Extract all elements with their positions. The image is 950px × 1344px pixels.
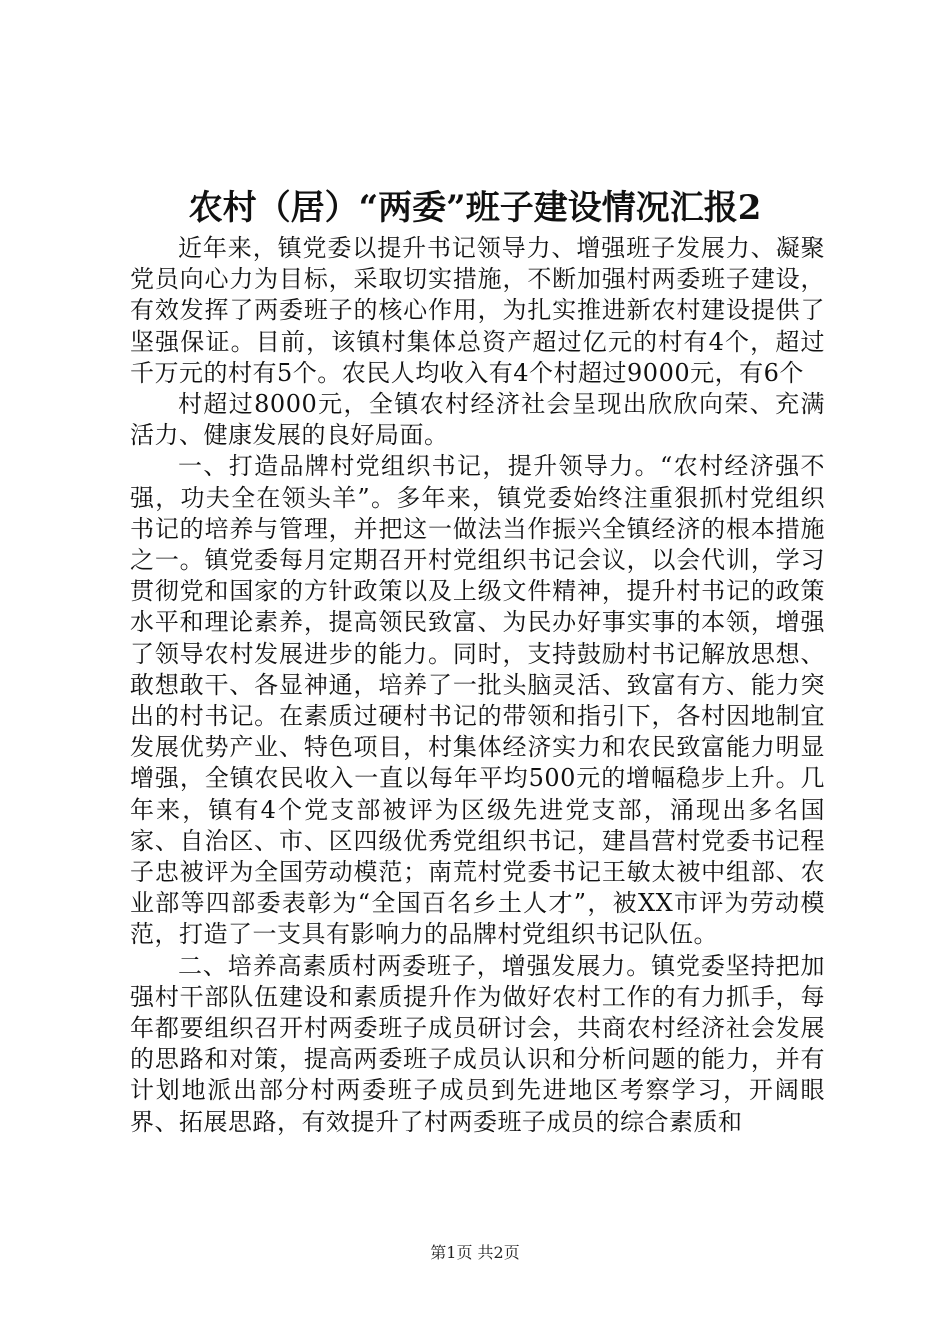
page-footer	[0, 1242, 950, 1264]
document-title: 农村（居）“两委”班子建设情况汇报2	[188, 188, 762, 228]
paragraph-section-two: 二、培养高素质村两委班子，增强发展力。镇党委坚持把加强村干部队伍建设和素质提升作为做好农村工作的有力抓手，每年都要组织召开村两委班子成员研讨会，共商农村经济社会发展的思路和对策，提高两委班子成员认识和分析问题的能力，并有计划地派出部分村两委班子成员到先进地区考察学习，开阔眼界、拓展思路，有效提升了村两委班子成员的综合素质和	[130, 951, 825, 1136]
page-number: 第1页 共2页	[430, 1243, 520, 1262]
paragraph-intro-continued: 村超过8000元，全镇农村经济社会呈现出欣欣向荣、充满活力、健康发展的良好局面。	[130, 390, 825, 450]
paragraph-intro: 近年来，镇党委以提升书记领导力、增强班子发展力、凝聚党员向心力为目标，采取切实措施，不断加强村两委班子建设，有效发挥了两委班子的核心作用，为扎实推进新农村建设提供了坚强保证。目前，该镇村集体总资产超过亿元的村有4个，超过千万元的村有5个。农民人均收入有4个村超过9000元，有6个	[130, 234, 825, 387]
document-body	[130, 233, 825, 1138]
paragraph-section-one: 一、打造品牌村党组织书记，提升领导力。“农村经济强不强，功夫全在领头羊”。多年来，镇党委始终注重狠抓村党组织书记的培养与管理，并把这一做法当作振兴全镇经济的根本措施之一。镇党委每月定期召开村党组织书记会议，以会代训，学习贯彻党和国家的方针政策以及上级文件精神，提升村书记的政策水平和理论素养，提高领民致富、为民办好事实事的本领，增强了领导农村发展进步的能力。同时，支持鼓励村书记解放思想、敢想敢干、各显神通，培养了一批头脑灵活、致富有方、能力突出的村书记。在素质过硬村书记的带领和指引下，各村因地制宜发展优势产业、特色项目，村集体经济实力和农民致富能力明显增强，全镇农民收入一直以每年平均500元的增幅稳步上升。几年来，镇有4个党支部被评为区级先进党支部，涌现出多名国家、自治区、市、区四级优秀党组织书记，建昌营村党委书记程子忠被评为全国劳动模范；南荒村党委书记王敏太被中组部、农业部等四部委表彰为“全国百名乡土人才”，被XX市评为劳动模范，打造了一支具有影响力的品牌村党组织书记队伍。	[130, 452, 825, 949]
